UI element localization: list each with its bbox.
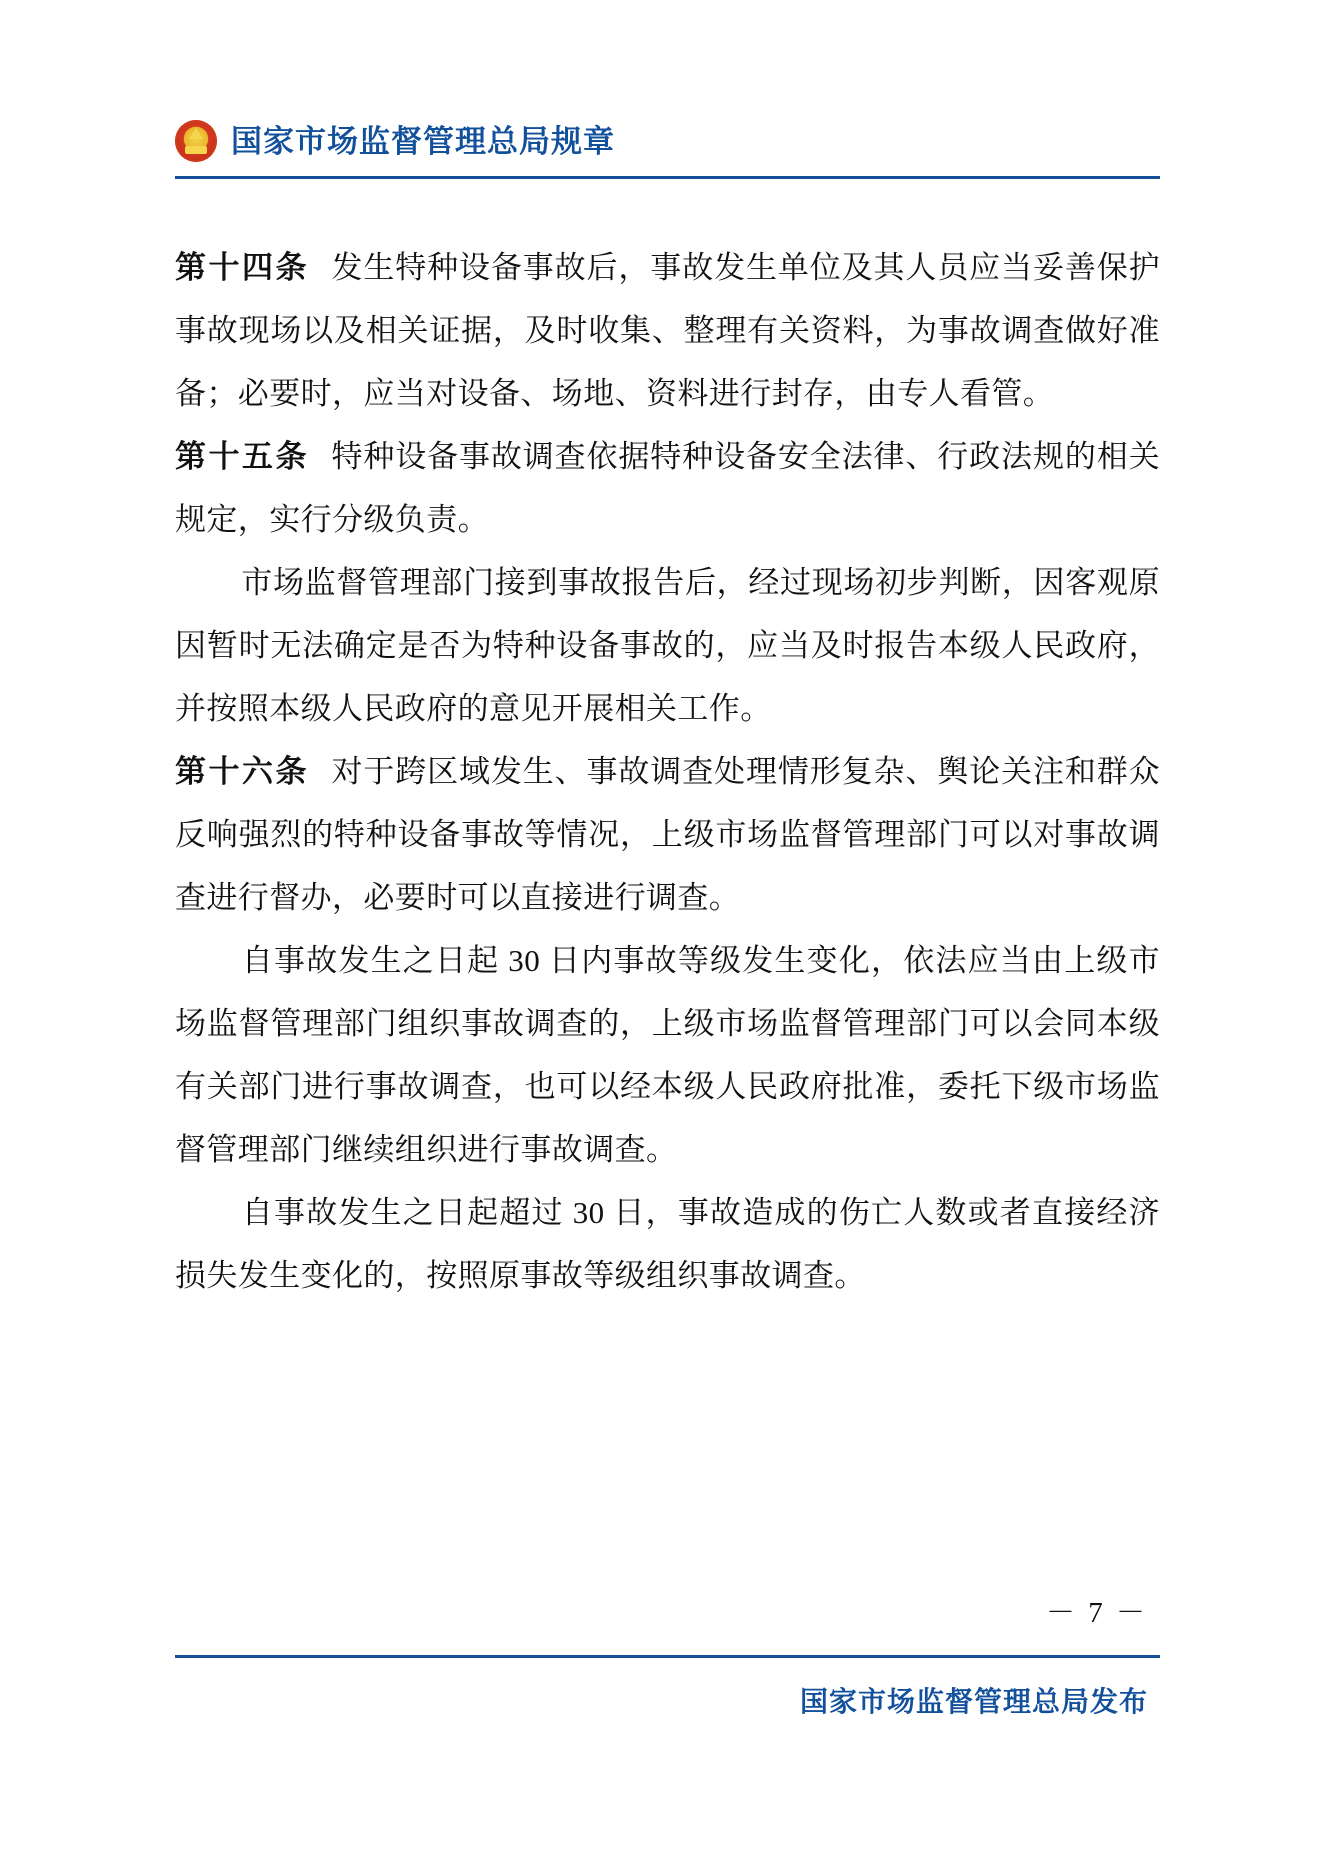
paragraph: [175, 1181, 1160, 1307]
paragraph-text: 自事故发生之日起超过 30 日，事故造成的伤亡人数或者直接经济损失发生变化的，按照原事故等级组织事故调查。: [175, 1195, 1160, 1293]
paragraph: [175, 740, 1160, 929]
paragraph: [175, 929, 1160, 1181]
national-emblem-icon: [175, 120, 217, 162]
article-label: 第十四条: [175, 250, 309, 285]
document-body: [175, 236, 1160, 1307]
paragraph-text: 发生特种设备事故后，事故发生单位及其人员应当妥善保护事故现场以及相关证据，及时收集、整理有关资料，为事故调查做好准备；必要时，应当对设备、场地、资料进行封存，由专人看管。: [175, 250, 1160, 411]
footer-divider: [175, 1655, 1160, 1658]
page-header: [175, 120, 1175, 162]
paragraph-text: 对于跨区域发生、事故调查处理情形复杂、舆论关注和群众反响强烈的特种设备事故等情况，上级市场监督管理部门可以对事故调查进行督办，必要时可以直接进行调查。: [175, 754, 1160, 915]
paragraph: [175, 551, 1160, 740]
paragraph-text: 市场监督管理部门接到事故报告后，经过现场初步判断，因客观原因暂时无法确定是否为特种设备事故的，应当及时报告本级人民政府，并按照本级人民政府的意见开展相关工作。: [175, 565, 1160, 726]
footer-issuer: 国家市场监督管理总局发布: [799, 1686, 1148, 1717]
paragraph: [175, 425, 1160, 551]
paragraph: [175, 236, 1160, 425]
page-number: － 7 －: [1045, 1597, 1148, 1629]
header-divider: [175, 176, 1160, 179]
header-title: 国家市场监督管理总局规章: [231, 123, 615, 159]
paragraph-text: 特种设备事故调查依据特种设备安全法律、行政法规的相关规定，实行分级负责。: [175, 439, 1160, 537]
article-label: 第十五条: [175, 439, 309, 474]
paragraph-text: 自事故发生之日起 30 日内事故等级发生变化，依法应当由上级市场监督管理部门组织事故调查的，上级市场监督管理部门可以会同本级有关部门进行事故调查，也可以经本级人民政府批准，委托下级市场监督管理部门继续组织进行事故调查。: [175, 943, 1160, 1167]
article-label: 第十六条: [175, 754, 309, 789]
